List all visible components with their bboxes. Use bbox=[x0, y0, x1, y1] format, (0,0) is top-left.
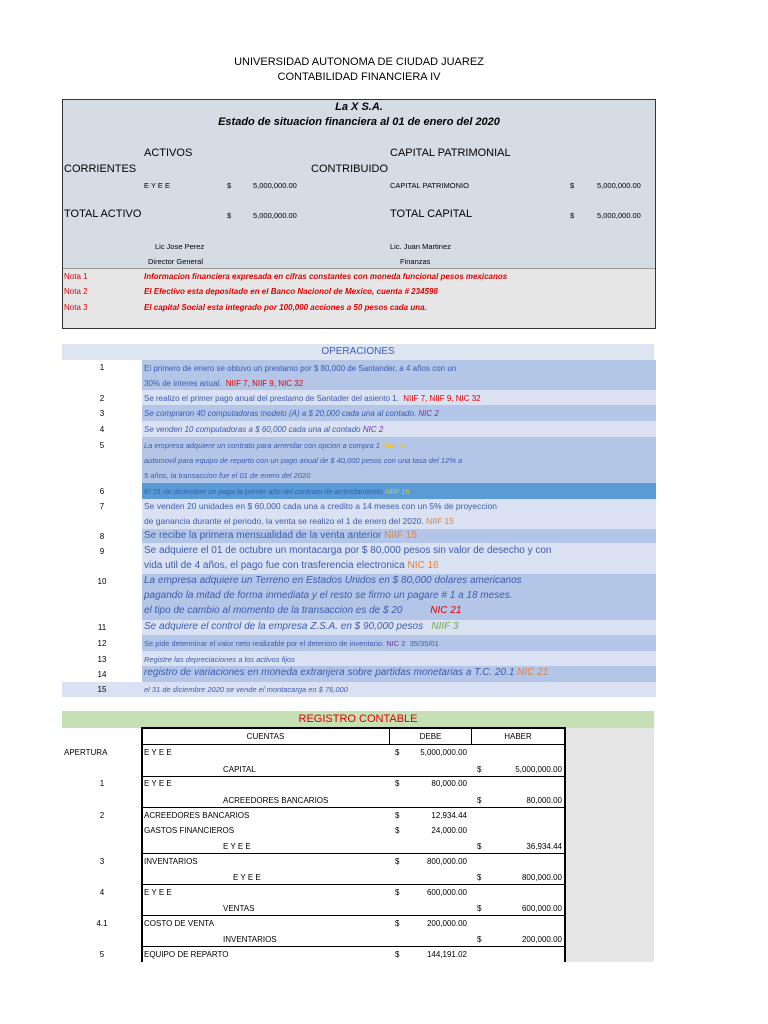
note-text: Informacion financiera expresada en cifras constantes con moneda funcional pesos mexicanos bbox=[144, 272, 508, 281]
entry-account: INVENTARIOS bbox=[144, 857, 198, 866]
currency-symbol: $ bbox=[477, 873, 482, 882]
op-text: vida util de 4 años, el pago fue con trasferencia electronica bbox=[144, 560, 405, 571]
entry-ref: APERTURA bbox=[64, 748, 108, 757]
entry-ref: 4 bbox=[99, 888, 105, 897]
entry-account: E Y E E bbox=[144, 888, 172, 897]
currency-symbol: $ bbox=[395, 748, 400, 757]
op-number: 14 bbox=[97, 670, 107, 679]
op-text: Se venden 10 computadoras a $ 60,000 cada una al contado bbox=[144, 425, 361, 434]
op-text: el tipo de cambio al momento de la transaccion es de $ 20 bbox=[144, 605, 403, 616]
entry-ref: 5 bbox=[99, 950, 105, 959]
signature-2-name: Lic. Juan Martinez bbox=[390, 242, 451, 251]
entry-debe: 5,000,000.00 bbox=[420, 748, 467, 757]
capital-patrimonio-label: CAPITAL PATRIMONIO bbox=[390, 181, 469, 190]
total-activo-label: TOTAL ACTIVO bbox=[64, 208, 142, 220]
op-text-line bbox=[144, 667, 548, 678]
entry-debe: 12,934.44 bbox=[431, 811, 467, 820]
op-text-line bbox=[144, 441, 407, 450]
op-text-line bbox=[144, 621, 458, 632]
op-number: 10 bbox=[97, 577, 107, 586]
operations-title: OPERACIONES bbox=[62, 344, 654, 360]
currency-symbol: $ bbox=[477, 796, 482, 805]
op-text-line bbox=[144, 425, 383, 434]
op-number: 4 bbox=[99, 425, 105, 434]
op-tag: NIC 16 bbox=[407, 560, 439, 571]
op-text: pagando la mitad de forma inmediata y el resto se firmo un pagare # 1 a 18 meses. bbox=[144, 590, 513, 601]
op-text-line bbox=[144, 379, 303, 388]
ledger-border bbox=[564, 727, 566, 962]
op-tag: NIIF 15 bbox=[384, 530, 417, 541]
entry-account: E Y E E bbox=[233, 873, 261, 882]
currency-symbol: $ bbox=[477, 842, 482, 851]
currency-symbol: $ bbox=[395, 919, 400, 928]
op-tag: NIIF 15 bbox=[426, 516, 455, 526]
entry-debe: 80,000.00 bbox=[431, 779, 467, 788]
op-tag: NIIF 7, NIIF 9, NIC 32 bbox=[403, 394, 481, 403]
entry-account: INVENTARIOS bbox=[223, 935, 277, 944]
statement-title: Estado de situacion financiera al 01 de enero del 2020 bbox=[218, 116, 500, 128]
entry-account: E Y E E bbox=[223, 842, 251, 851]
note-label: Nota 2 bbox=[64, 287, 88, 296]
ledger-border bbox=[142, 946, 566, 947]
ledger-title: REGISTRO CONTABLE bbox=[62, 711, 654, 728]
capital-patrimonial-heading: CAPITAL PATRIMONIAL bbox=[390, 147, 511, 159]
op-text-line bbox=[144, 516, 454, 526]
total-activo-amount: 5,000,000.00 bbox=[253, 211, 297, 220]
course-title: CONTABILIDAD FINANCIERA IV bbox=[277, 71, 441, 83]
currency-symbol: $ bbox=[570, 211, 575, 220]
ledger-border bbox=[142, 853, 566, 854]
entry-account: EQUIPO DE REPARTO bbox=[144, 950, 229, 959]
col-header-haber: HABER bbox=[504, 732, 532, 741]
entry-debe: 24,000.00 bbox=[431, 826, 467, 835]
op-tag: NIIF 7, NIIF 9, NIC 32 bbox=[225, 379, 304, 388]
entry-haber: 800,000.00 bbox=[521, 873, 562, 882]
op-number: 2 bbox=[99, 394, 105, 403]
op-text-line bbox=[144, 530, 417, 541]
op-tag: NIIF 16 bbox=[382, 441, 407, 450]
entry-debe: 200,000.00 bbox=[426, 919, 467, 928]
total-capital-label: TOTAL CAPITAL bbox=[390, 208, 473, 220]
op-text: Se adquiere el 01 de octubre un montacarga por $ 80,000 pesos sin valor de desecho y con bbox=[144, 545, 552, 556]
op-tag: NIIF 3 bbox=[431, 621, 459, 632]
op-number: 8 bbox=[99, 532, 105, 541]
financial-statement bbox=[62, 99, 656, 329]
signature-1-name: Lic Jose Perez bbox=[155, 242, 205, 251]
currency-symbol: $ bbox=[395, 779, 400, 788]
op-number: 3 bbox=[99, 409, 105, 418]
note-text: El Efectivo esta depositado en el Banco Nacionol de Mexico, cuenta # 234598 bbox=[144, 287, 438, 296]
entry-ref: 3 bbox=[99, 857, 105, 866]
ledger-border bbox=[142, 807, 566, 808]
op-text: La empresa adquiere un contrato para arrendar con opcion a compra 1 bbox=[144, 441, 380, 450]
eyee-amount: 5,000,000.00 bbox=[253, 181, 297, 190]
entry-account: E Y E E bbox=[144, 779, 172, 788]
op-tag: NIC 2 bbox=[418, 409, 439, 418]
op-number: 7 bbox=[99, 502, 105, 511]
ledger-border bbox=[142, 744, 566, 745]
entry-haber: 600,000.00 bbox=[521, 904, 562, 913]
op-text: Se recibe la primera mensualidad de la venta anterior bbox=[144, 530, 382, 541]
eyee-label: E Y E E bbox=[144, 181, 170, 190]
op-text-line bbox=[144, 394, 481, 403]
op-tag: NIC 21 bbox=[517, 667, 549, 678]
currency-symbol: $ bbox=[395, 857, 400, 866]
op-number: 9 bbox=[99, 547, 105, 556]
op-text-line bbox=[144, 560, 439, 571]
op-number: 13 bbox=[97, 655, 107, 664]
op-text: La empresa adquiere un Terreno en Estados Unidos en $ 80,000 dolares americanos bbox=[144, 575, 522, 586]
op-tag: NIC 2 bbox=[362, 425, 384, 434]
op-text-line bbox=[144, 639, 439, 648]
op-text: automovil para equipo de reparto con un pago anual de $ 40,000 pesos con una tasa del 12% a bbox=[144, 456, 463, 465]
op-text: el 31 de diciembre 2020 se vende el montacarga en $ 76,000 bbox=[144, 685, 348, 694]
currency-symbol: $ bbox=[395, 826, 400, 835]
col-header-debe: DEBE bbox=[419, 732, 442, 741]
currency-symbol: $ bbox=[227, 181, 232, 190]
op-text: Se adquiere el control de la empresa Z.S.A. en $ 90,000 pesos bbox=[144, 621, 424, 632]
signature-1-role: Director General bbox=[148, 257, 204, 266]
op-text: El primero de enero se obtuvo un prestamo por $ 80,000 de Santander, a 4 años con un bbox=[144, 364, 457, 373]
entry-haber: 200,000.00 bbox=[521, 935, 562, 944]
op-number: 6 bbox=[99, 487, 105, 496]
currency-symbol: $ bbox=[227, 211, 232, 220]
ledger-border bbox=[142, 915, 566, 916]
op-number: 5 bbox=[99, 441, 105, 450]
op-text: 5 años, la transaccion fue el 01 de enero del 2020 bbox=[144, 471, 311, 480]
note-label: Nota 1 bbox=[64, 272, 88, 281]
currency-symbol: $ bbox=[570, 181, 575, 190]
currency-symbol: $ bbox=[477, 765, 482, 774]
op-tag: NIC 21 bbox=[430, 605, 462, 616]
currency-symbol: $ bbox=[395, 888, 400, 897]
entry-account: GASTOS FINANCIEROS bbox=[144, 826, 235, 835]
op-text: 30% de interes anual. bbox=[144, 379, 222, 388]
entry-account: COSTO DE VENTA bbox=[144, 919, 214, 928]
op-text: Registre las depreciaciones a los activos fijos bbox=[144, 655, 295, 664]
entry-account: ACREEDORES BANCARIOS bbox=[223, 796, 329, 805]
note-text: El capital Social esta integrado por 100,000 acciones a 50 pesos cada una. bbox=[144, 303, 427, 312]
entry-account: ACREEDORES BANCARIOS bbox=[144, 811, 250, 820]
activos-heading: ACTIVOS bbox=[144, 147, 193, 159]
entry-haber: 80,000.00 bbox=[526, 796, 562, 805]
entry-account: VENTAS bbox=[223, 904, 255, 913]
company-name: La X S.A. bbox=[335, 101, 383, 113]
op-text-line bbox=[144, 409, 439, 418]
entry-ref: 2 bbox=[99, 811, 105, 820]
entry-haber: 36,934.44 bbox=[526, 842, 562, 851]
total-capital-amount: 5,000,000.00 bbox=[597, 211, 641, 220]
op-text: Se venden 20 unidades en $ 60,000 cada una a credito a 14 meses con un 5% de proyeccion bbox=[144, 501, 498, 511]
entry-debe: 800,000.00 bbox=[426, 857, 467, 866]
ledger-side-bg bbox=[566, 728, 654, 962]
op-text: El 31 de diciembre se paga la primer año del contrato de arrendamiento bbox=[144, 487, 383, 496]
op-text-line bbox=[144, 605, 461, 616]
col-header-cuentas: CUENTAS bbox=[246, 732, 285, 741]
currency-symbol: $ bbox=[477, 904, 482, 913]
capital-patrimonio-amount: 5,000,000.00 bbox=[597, 181, 641, 190]
corrientes-heading: CORRIENTES bbox=[64, 163, 137, 175]
entry-haber: 5,000,000.00 bbox=[515, 765, 562, 774]
note-label: Nota 3 bbox=[64, 303, 88, 312]
entry-account: E Y E E bbox=[144, 748, 172, 757]
op-number: 1 bbox=[99, 363, 105, 372]
op-text: registro de variaciones en moneda extranjera sobre partidas monetarias a T.C. 20.1 bbox=[144, 667, 515, 678]
op-number: 15 bbox=[97, 685, 107, 694]
op-text-line bbox=[144, 487, 409, 496]
op-text: Se compraron 40 computadoras modelo (A) a $ 20,000 cada una al contado. bbox=[144, 409, 417, 418]
ledger-border bbox=[142, 884, 566, 885]
currency-symbol: $ bbox=[477, 935, 482, 944]
op-number: 11 bbox=[97, 623, 107, 632]
entry-account: CAPITAL bbox=[223, 765, 256, 774]
ledger-border bbox=[142, 776, 566, 777]
ledger-border bbox=[142, 727, 566, 729]
contribuido-heading: CONTRIBUIDO bbox=[311, 163, 388, 175]
entry-debe: 144,191.02 bbox=[426, 950, 467, 959]
entry-debe: 600,000.00 bbox=[426, 888, 467, 897]
op-tag: NIC 2 bbox=[386, 639, 406, 648]
op-tag: NIIF 16 bbox=[384, 487, 410, 496]
university-title: UNIVERSIDAD AUTONOMA DE CIUDAD JUAREZ bbox=[234, 56, 484, 68]
op-text: de ganancia durante el periodo, la venta se realizo el 1 de enero del 2020. bbox=[144, 516, 424, 526]
currency-symbol: $ bbox=[395, 811, 400, 820]
signature-2-role: Finanzas bbox=[400, 257, 431, 266]
currency-symbol: $ bbox=[395, 950, 400, 959]
op-text: Se realizo el primer pago anual del prestamo de Santader del asiento 1. bbox=[144, 394, 399, 403]
op-extra: 35/35/01 bbox=[409, 639, 439, 648]
op-text: Se pide determinar el valor neto realizable por el deterioro de inventario. bbox=[144, 639, 385, 648]
entry-ref: 4.1 bbox=[96, 919, 108, 928]
entry-ref: 1 bbox=[99, 779, 105, 788]
op-number: 12 bbox=[97, 639, 107, 648]
